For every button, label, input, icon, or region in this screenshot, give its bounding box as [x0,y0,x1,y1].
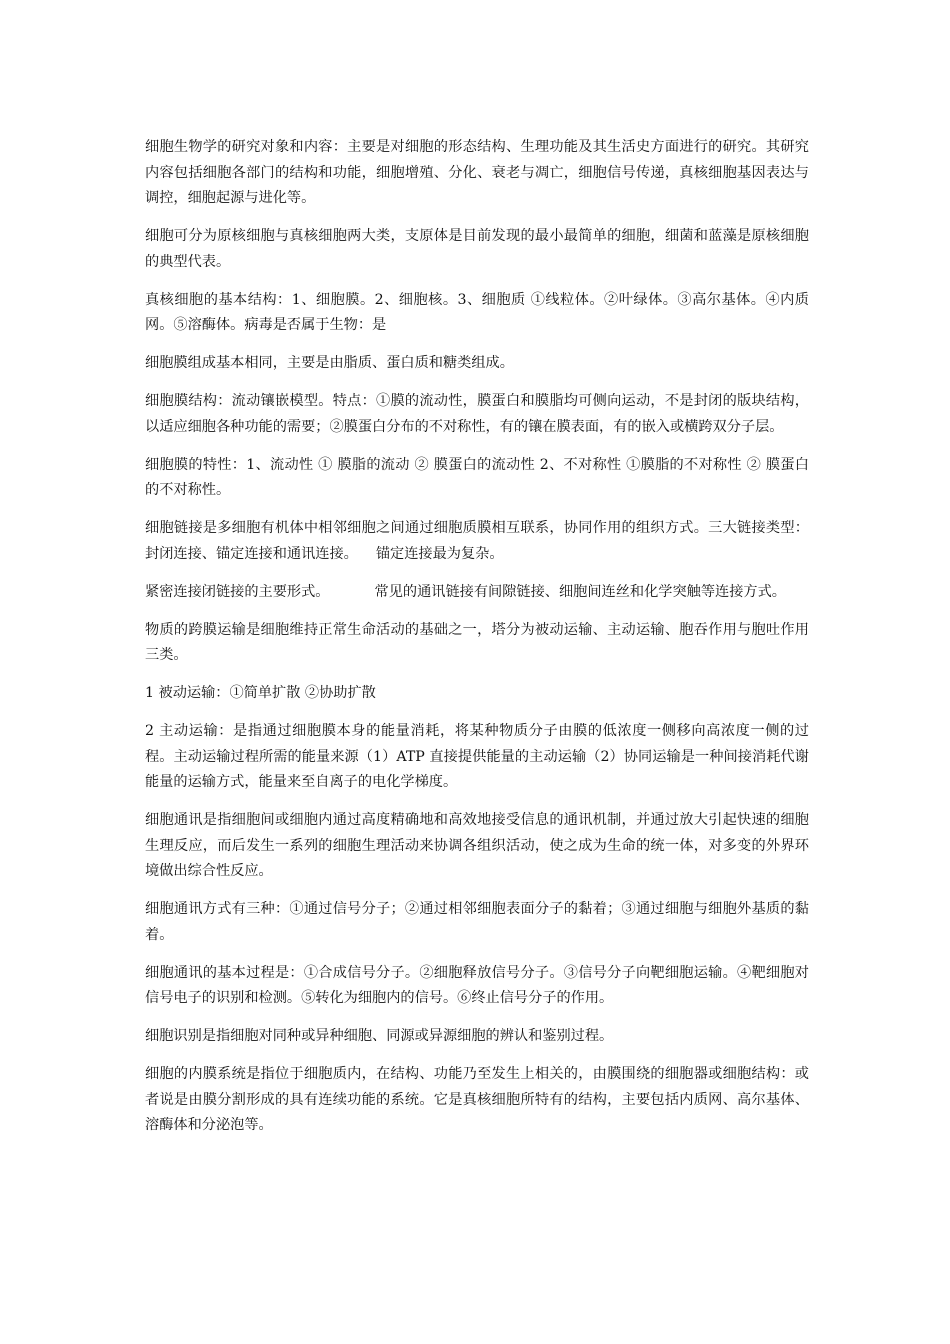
paragraph-membrane-structure: 细胞膜结构：流动镶嵌模型。特点：①膜的流动性，膜蛋白和膜脂均可侧向运动，不是封闭的版块结构，以适应细胞各种功能的需要；②膜蛋白分布的不对称性，有的镶在膜表面，有的嵌入或横跨双分子层。 [145,393,809,435]
paragraph-transmembrane-transport: 物质的跨膜运输是细胞维持正常生命活动的基础之一，塔分为被动运输、主动运输、胞吞作用与胞吐作用三类。 [145,621,809,663]
paragraph-cell-communication: 细胞通讯是指细胞间或细胞内通过高度精确地和高效地接受信息的通讯机制，并通过放大引起快速的细胞生理反应，而后发生一系列的细胞生理活动来协调各组织活动，使之成为生命的统一体，对多变的外界环境做出综合性反应。 [145,812,809,879]
document-page [145,135,809,1151]
paragraph-membrane-properties: 细胞膜的特性：1、流动性 ① 膜脂的流动 ② 膜蛋白的流动性 2、不对称性 ①膜脂的不对称性 ② 膜蛋白的不对称性。 [145,456,809,498]
paragraph-cell-recognition: 细胞识别是指细胞对同种或异种细胞、同源或异源细胞的辨认和鉴别过程。 [145,1028,614,1044]
paragraph-eukaryote-structure: 真核细胞的基本结构：1、细胞膜。2、细胞核。3、细胞质 ①线粒体。②叶绿体。③高尔基体。④内质网。⑤溶酶体。病毒是否属于生物：是 [145,291,809,333]
paragraph-membrane-composition: 细胞膜组成基本相同，主要是由脂质、蛋白质和糖类组成。 [145,355,514,371]
paragraph-cell-types: 细胞可分为原核细胞与真核细胞两大类，支原体是目前发现的最小最简单的细胞，细菌和蓝藻是原核细胞的典型代表。 [145,228,809,270]
paragraph-endomembrane-system: 细胞的内膜系统是指位于细胞质内，在结构、功能乃至发生上相关的，由膜围绕的细胞器或细胞结构：或者说是由膜分割形成的具有连续功能的系统。它是真核细胞所特有的结构，主要包括内质网、高尔基体、溶酶体和分泌泡等。 [145,1066,809,1133]
paragraph-passive-transport: 1 被动运输：①简单扩散 ②协助扩散 [145,685,376,701]
paragraph-tight-junction: 紧密连接闭链接的主要形式。 常见的通讯链接有间隙链接、细胞间连丝和化学突触等连接方式。 [145,583,786,600]
paragraph-communication-modes: 细胞通讯方式有三种：①通过信号分子；②通过相邻细胞表面分子的黏着；③通过细胞与细胞外基质的黏着。 [145,901,809,943]
paragraph-research-object: 细胞生物学的研究对象和内容：主要是对细胞的形态结构、生理功能及其生活史方面进行的研究。其研究内容包括细胞各部门的结构和功能，细胞增殖、分化、衰老与凋亡，细胞信号传递，真核细胞基因表达与调控，细胞起源与进化等。 [145,139,809,206]
paragraph-cell-junctions: 细胞链接是多细胞有机体中相邻细胞之间通过细胞质膜相互联系，协同作用的组织方式。三大链接类型：封闭连接、锚定连接和通讯连接。 锚定连接最为复杂。 [145,520,809,562]
paragraph-communication-process: 细胞通讯的基本过程是：①合成信号分子。②细胞释放信号分子。③信号分子向靶细胞运输。④靶细胞对信号电子的识别和检测。⑤转化为细胞内的信号。⑥终止信号分子的作用。 [145,964,809,1006]
paragraph-active-transport: 2 主动运输：是指通过细胞膜本身的能量消耗，将某种物质分子由膜的低浓度一侧移向高浓度一侧的过程。主动运输过程所需的能量来源（1）ATP 直接提供能量的主动运输（2）协同运输是一种间接消耗代谢能量的运输方式，能量来至自离子的电化学梯度。 [145,723,809,790]
